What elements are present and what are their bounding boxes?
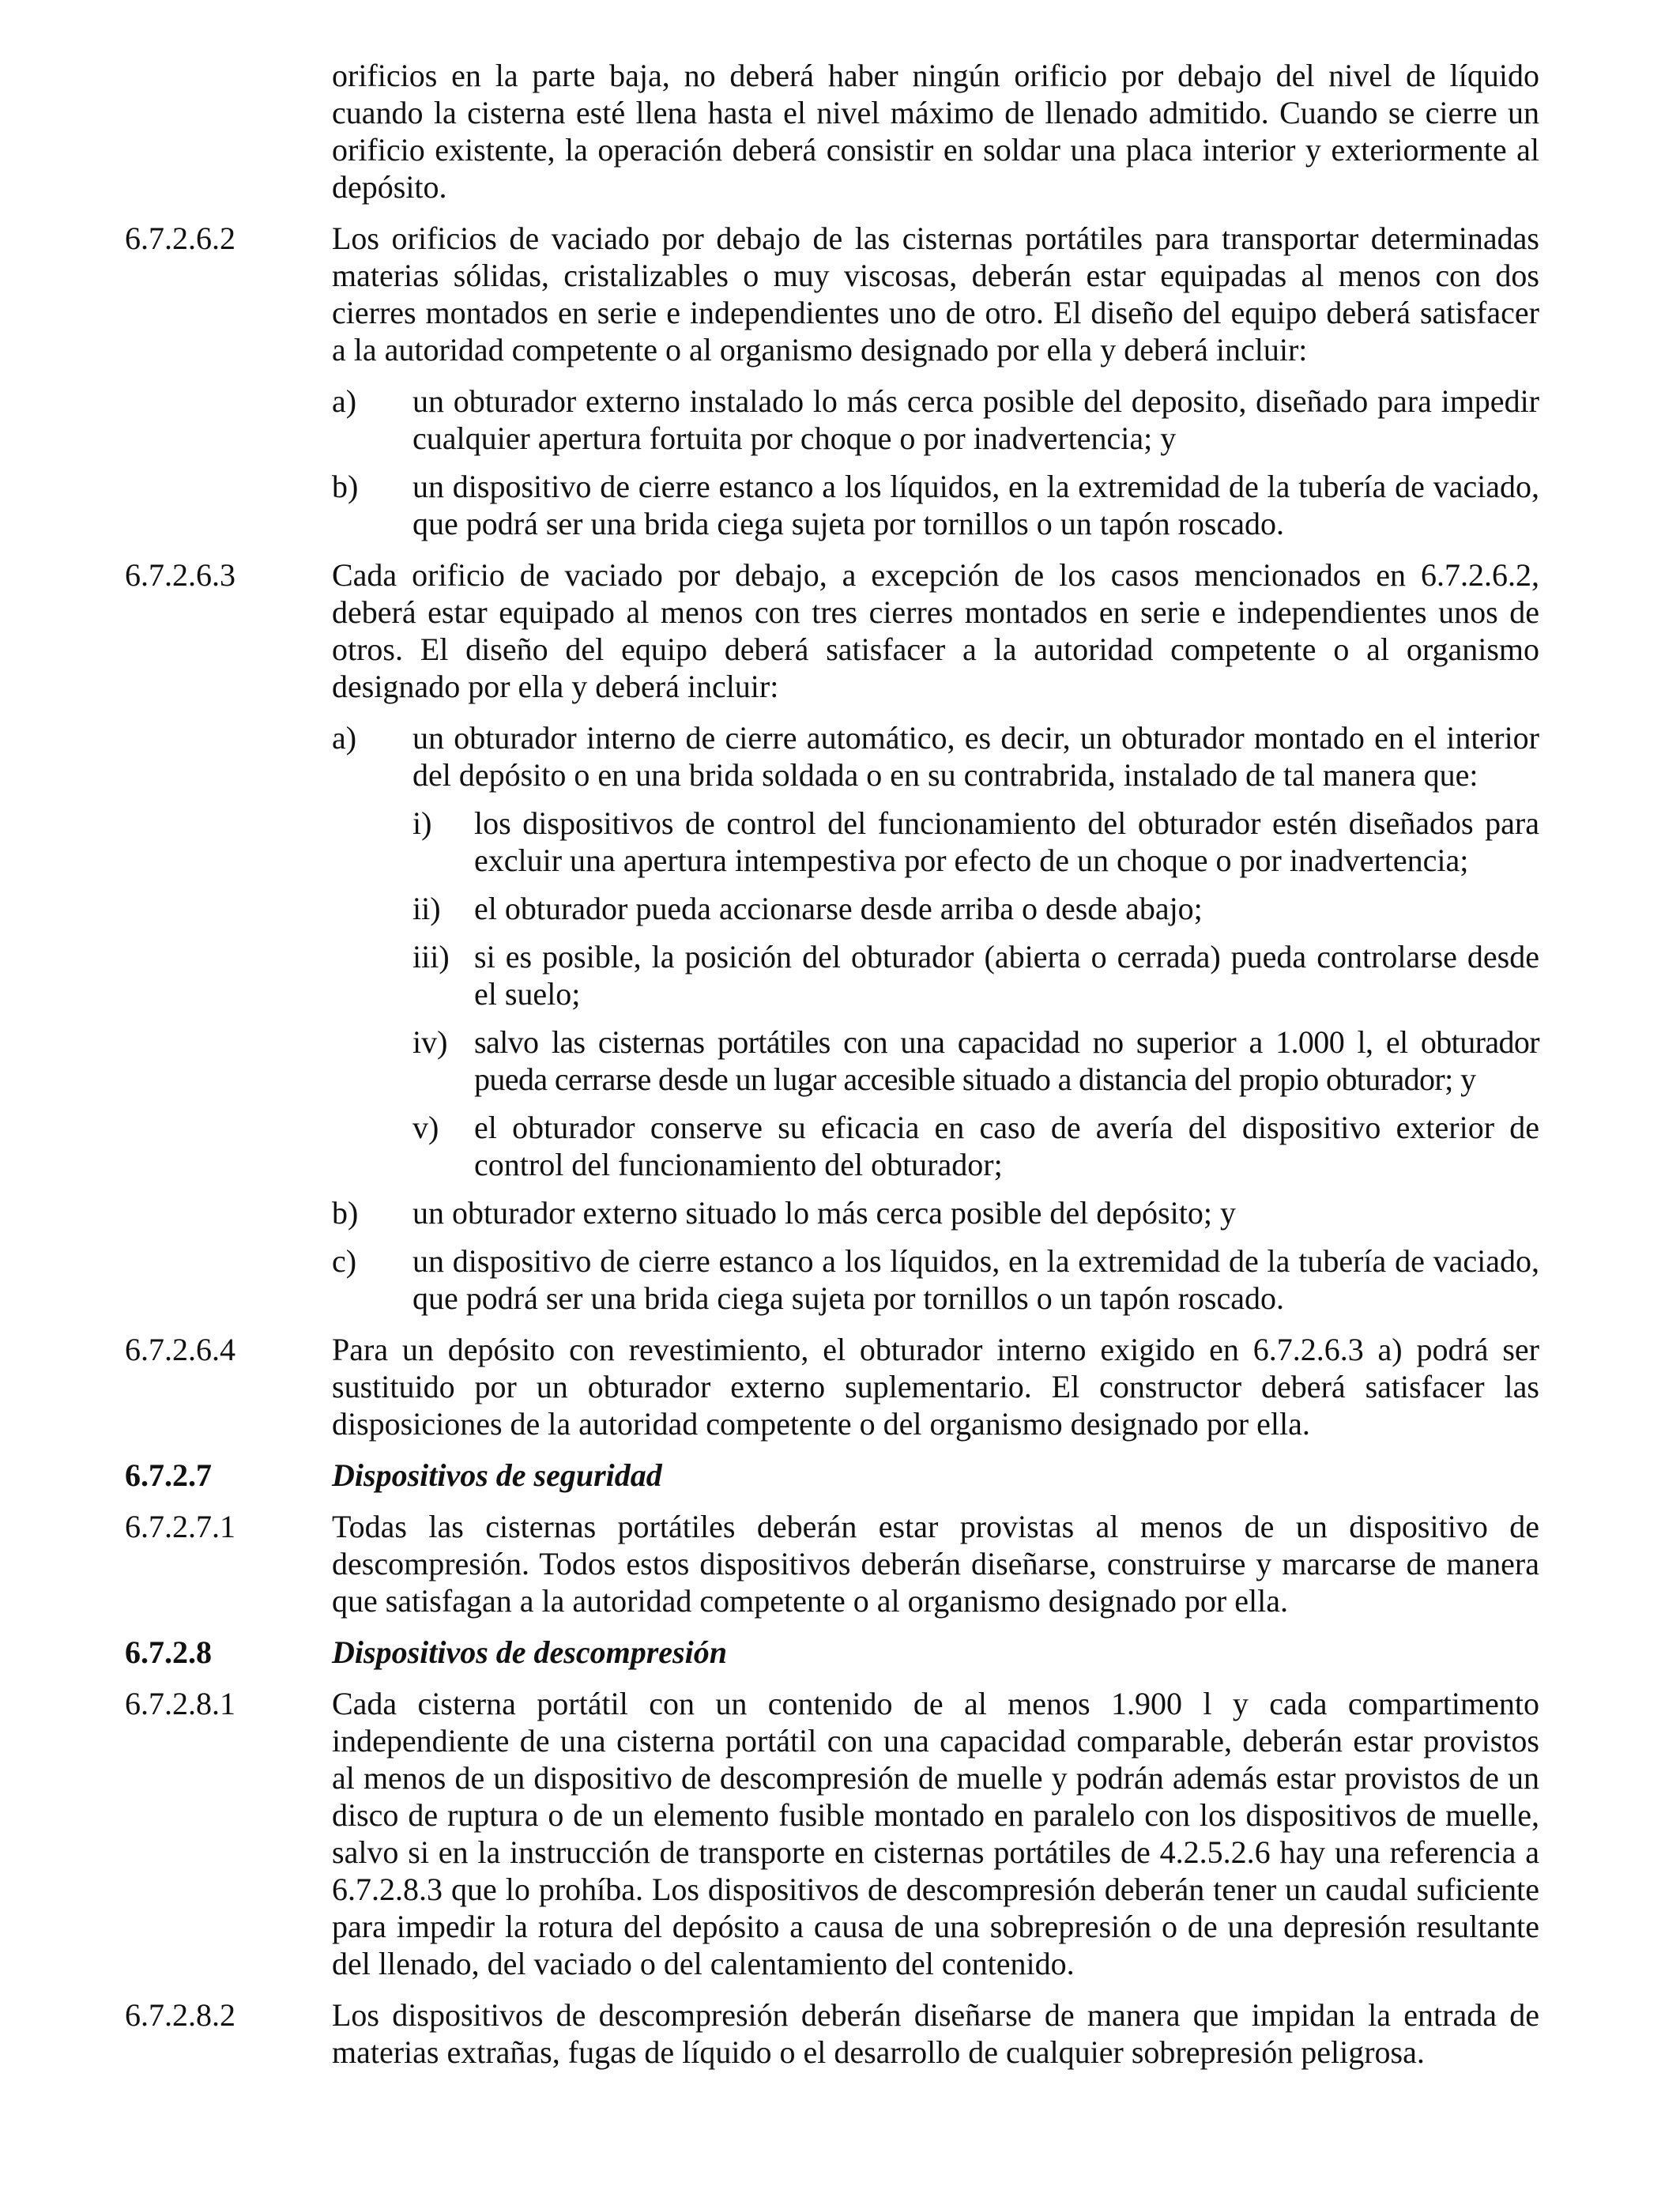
list-label: b) bbox=[332, 1195, 359, 1231]
list-text: un obturador interno de cierre automático, es decir, un obturador montado en el interior del depósito o en una brida soldada o en su contrabrida, instalado de tal manera que: bbox=[412, 720, 1539, 793]
section-6-7-2-6-3 bbox=[125, 556, 1539, 705]
section-heading-6-7-2-7 bbox=[125, 1457, 1539, 1494]
section-6-7-2-8-2 bbox=[125, 1996, 1539, 2071]
sublist-label: i) bbox=[412, 805, 432, 841]
section-number: 6.7.2.7.1 bbox=[125, 1509, 235, 1544]
sublist-item bbox=[412, 1023, 1539, 1098]
list-item bbox=[332, 1242, 1539, 1317]
section-text: Cada orificio de vaciado por debajo, a excepción de los casos mencionados en 6.7.2.6.2, deberá estar equipado al menos con tres cierres montados en serie e independientes unos de otros. El diseño del equipo deberá satisfacer a la autoridad competente o al organismo designado por ella y deberá incluir: bbox=[332, 557, 1539, 704]
section-number: 6.7.2.6.3 bbox=[125, 557, 235, 593]
sublist-item bbox=[412, 938, 1539, 1012]
section-text: Todas las cisternas portátiles deberán estar provistas al menos de un dispositivo de descompresión. Todos estos dispositivos deberán diseñarse, construirse y marcarse de manera que satisfagan a la autoridad competente o al organismo designado por ella. bbox=[332, 1509, 1539, 1619]
sublist-text: el obturador conserve su eficacia en caso de avería del dispositivo exterior de control del funcionamiento del obturador; bbox=[474, 1110, 1539, 1182]
sublist-item bbox=[412, 890, 1539, 927]
sublist-label: v) bbox=[412, 1110, 439, 1145]
section-text: Los orificios de vaciado por debajo de las cisternas portátiles para transportar determinadas materias sólidas, cristalizables o muy viscosas, deberán estar equipadas al menos con dos cierres montados en serie e independientes uno de otro. El diseño del equipo deberá satisfacer a la autoridad competente o al organismo designado por ella y deberá incluir: bbox=[332, 221, 1539, 368]
list-item bbox=[332, 468, 1539, 542]
section-number: 6.7.2.6.2 bbox=[125, 221, 235, 256]
list-label: b) bbox=[332, 469, 359, 504]
list-item bbox=[332, 719, 1539, 794]
list-item bbox=[332, 383, 1539, 457]
section-number: 6.7.2.6.4 bbox=[125, 1332, 235, 1367]
list-text: un dispositivo de cierre estanco a los líquidos, en la extremidad de la tubería de vaciado, que podrá ser una brida ciega sujeta por tornillos o un tapón roscado. bbox=[412, 469, 1539, 541]
section-6-7-2-8-1 bbox=[125, 1685, 1539, 1982]
intro-paragraph: orificios en la parte baja, no deberá haber ningún orificio por debajo del nivel de líquido cuando la cisterna esté llena hasta el nivel máximo de llenado admitido. Cuando se cierre un orificio existente, la operación deberá consistir en soldar una placa interior y exteriormente al depósito. bbox=[332, 58, 1539, 205]
sublist-text: los dispositivos de control del funcionamiento del obturador estén diseñados para excluir una apertura intempestiva por efecto de un choque o por inadvertencia; bbox=[474, 805, 1539, 878]
section-text: Para un depósito con revestimiento, el obturador interno exigido en 6.7.2.6.3 a) podrá ser sustituido por un obturador externo suplementario. El constructor deberá satisfacer las disposiciones de la autoridad competente o del organismo designado por ella. bbox=[332, 1332, 1539, 1442]
sublist-item bbox=[412, 805, 1539, 879]
list-label: a) bbox=[332, 383, 357, 419]
list-text: un dispositivo de cierre estanco a los líquidos, en la extremidad de la tubería de vaciado, que podrá ser una brida ciega sujeta por tornillos o un tapón roscado. bbox=[412, 1243, 1539, 1316]
sublist-item bbox=[412, 1109, 1539, 1183]
sublist-text: el obturador pueda accionarse desde arriba o desde abajo; bbox=[474, 891, 1203, 926]
list-text: un obturador externo situado lo más cerca posible del depósito; y bbox=[412, 1195, 1236, 1231]
section-number: 6.7.2.8.1 bbox=[125, 1686, 235, 1721]
section-heading-6-7-2-8 bbox=[125, 1634, 1539, 1671]
sublist-label: ii) bbox=[412, 891, 441, 926]
sublist-label: iv) bbox=[412, 1024, 448, 1060]
section-text: Cada cisterna portátil con un contenido de al menos 1.900 l y cada compartimento independiente de una cisterna portátil con una capacidad comparable, deberán estar provistos al menos de un dispositivo de descompresión de muelle y podrán además estar provistos de un disco de ruptura o de un elemento fusible montado en paralelo con los dispositivos de muelle, salvo si en la instrucción de transporte en cisternas portátiles de 4.2.5.2.6 hay una referencia a 6.7.2.8.3 que lo prohíba. Los dispositivos de descompresión deberán tener un caudal suficiente para impedir la rotura del depósito a causa de una sobrepresión o de una depresión resultante del llenado, del vaciado o del calentamiento del contenido. bbox=[332, 1686, 1539, 1981]
list-text: un obturador externo instalado lo más cerca posible del deposito, diseñado para impedir cualquier apertura fortuita por choque o por inadvertencia; y bbox=[412, 383, 1539, 456]
heading-number: 6.7.2.7 bbox=[125, 1457, 212, 1493]
list-label: a) bbox=[332, 720, 357, 756]
list-item bbox=[332, 1194, 1539, 1231]
sublist-text: si es posible, la posición del obturador (abierta o cerrada) pueda controlarse desde el suelo; bbox=[474, 939, 1539, 1012]
sublist-text: salvo las cisternas portátiles con una capacidad no superior a 1.000 l, el obturador pueda cerrarse desde un lugar accesible situado a distancia del propio obturador; y bbox=[474, 1024, 1539, 1097]
section-6-7-2-6-4 bbox=[125, 1331, 1539, 1442]
section-6-7-2-6-2 bbox=[125, 220, 1539, 368]
heading-title: Dispositivos de seguridad bbox=[332, 1457, 662, 1493]
section-number: 6.7.2.8.2 bbox=[125, 1997, 235, 2033]
sublist-label: iii) bbox=[412, 939, 450, 974]
section-text: Los dispositivos de descompresión deberán diseñarse de manera que impidan la entrada de materias extrañas, fugas de líquido o el desarrollo de cualquier sobrepresión peligrosa. bbox=[332, 1997, 1539, 2070]
heading-title: Dispositivos de descompresión bbox=[332, 1634, 727, 1670]
heading-number: 6.7.2.8 bbox=[125, 1634, 212, 1670]
section-6-7-2-7-1 bbox=[125, 1508, 1539, 1619]
list-label: c) bbox=[332, 1243, 357, 1279]
